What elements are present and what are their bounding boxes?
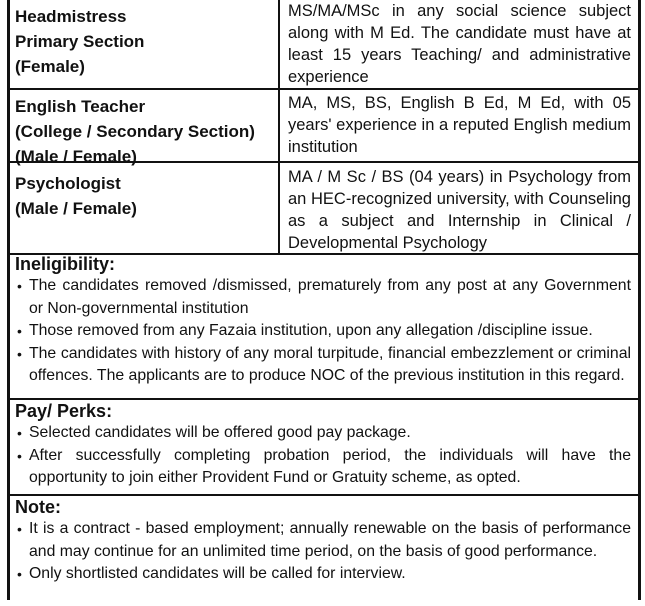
list-item-text: Selected candidates will be offered good pay package.	[29, 424, 411, 441]
position-requirement: MA, MS, BS, English B Ed, M Ed, with 05 years' experience in a reputed English medium institution	[288, 94, 631, 156]
bullet-icon: •	[17, 521, 22, 537]
position-row	[9, 163, 639, 255]
position-row	[9, 0, 639, 90]
note-heading: Note:	[15, 497, 61, 517]
position-title-line: (Male / Female)	[15, 147, 137, 166]
list-item	[9, 320, 639, 343]
bullet-icon: •	[17, 566, 22, 582]
list-item	[9, 422, 639, 445]
list-item-text: Only shortlisted candidates will be called for interview.	[29, 565, 406, 582]
list-item	[9, 518, 639, 563]
position-row	[9, 90, 639, 166]
position-title	[9, 90, 280, 166]
position-title-line: Primary Section	[15, 32, 145, 51]
ineligibility-heading: Ineligibility:	[15, 254, 116, 274]
note-section	[9, 496, 639, 606]
list-item	[9, 275, 639, 320]
pay-perks-list	[9, 422, 639, 490]
position-title-line: Psychologist	[15, 174, 121, 193]
bullet-icon: •	[17, 447, 22, 464]
position-title	[9, 0, 280, 88]
list-item	[9, 563, 639, 586]
list-item-text: Those removed from any Fazaia institution, upon any allegation /discipline issue.	[29, 322, 593, 339]
list-item-text: It is a contract - based employment; annually renewable on the basis of performance and may continue for an unlimited time period, on the basis of good performance.	[29, 520, 631, 560]
position-title-line: Headmistress	[15, 7, 127, 26]
position-title	[9, 163, 280, 253]
position-requirement: MS/MA/MSc in any social science subject along with M Ed. The candidate must have at least 15 years Teaching/ and administrative experience	[288, 2, 631, 86]
list-item-text: After successfully completing probation period, the individuals will have the opportunity to join either Provident Fund or Gratuity scheme, as opted.	[29, 446, 631, 486]
bullet-icon: •	[17, 345, 22, 362]
positions-table	[9, 0, 639, 255]
ineligibility-list	[9, 275, 639, 388]
pay-perks-section	[9, 400, 639, 496]
position-requirement: MA / M Sc / BS (04 years) in Psychology from an HEC-recognized university, with Counseling as a subject and Internship in Clinical / Developmental Psychology	[288, 168, 631, 252]
bullet-icon: •	[17, 323, 22, 339]
note-list	[9, 518, 639, 586]
position-title-line: (Male / Female)	[15, 199, 137, 218]
list-item	[9, 445, 639, 490]
position-title-line: (College / Secondary Section)	[15, 122, 255, 141]
position-title-line: (Female)	[15, 57, 85, 76]
ineligibility-section	[9, 253, 639, 400]
bullet-icon: •	[17, 425, 22, 441]
list-item	[9, 343, 639, 388]
bullet-icon: •	[17, 278, 22, 294]
list-item-text: The candidates with history of any moral turpitude, financial embezzlement or criminal offences. The applicants are to produce NOC of the previous institution in this regard.	[29, 344, 631, 384]
list-item-text: The candidates removed /dismissed, prematurely from any post at any Government or Non-governmental institution	[29, 277, 631, 317]
pay-perks-heading: Pay/ Perks:	[15, 401, 113, 421]
position-title-line: English Teacher	[15, 97, 146, 116]
